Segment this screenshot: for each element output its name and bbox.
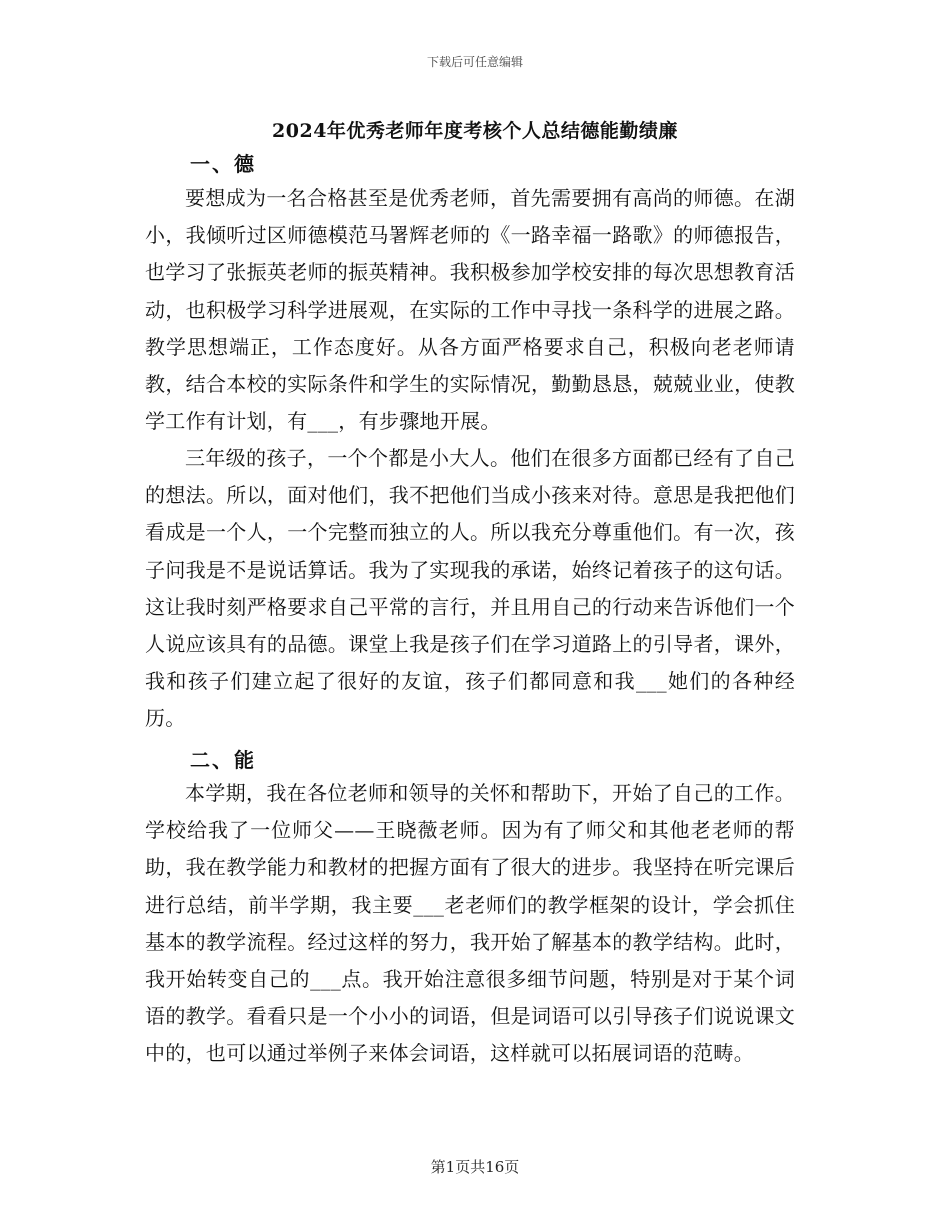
paragraph-neng-1: 本学期，我在各位老师和领导的关怀和帮助下，开始了自己的工作。学校给我了一位师父——王晓薇老师。因为有了师父和其他老老师的帮助，我在教学能力和教材的把握方面有了很大的进步。我坚持在听完课后进行总结，前半学期，我主要___老老师们的教学框架的设计，学会抓住基本的教学流程。经过这样的努力，我开始了解基本的教学结构。此时，我开始转变自己的___点。我开始注意很多细节问题，特别是对于某个词语的教学。看看只是一个小小的词语，但是词语可以引导孩子们说说课文中的，也可以通过举例子来体会词语，这样就可以拓展词语的范畴。 xyxy=(145,781,795,1066)
download-note: 下载后可任意编辑 xyxy=(426,55,523,69)
section-heading-neng: 二、能 xyxy=(190,748,256,772)
document-title: 2024年优秀老师年度考核个人总结德能勤绩廉 xyxy=(272,120,678,142)
paragraph-de-2: 三年级的孩子，一个个都是小大人。他们在很多方面都已经有了自己的想法。所以，面对他们，我不把他们当成小孩来对待。意思是我把他们看成是一个人，一个完整而独立的人。所以我充分尊重他们。有一次，孩子问我是不是说话算话。我为了实现我的承诺，始终记着孩子的这句话。这让我时刻严格要求自己平常的言行，并且用自己的行动来告诉他们一个人说应该具有的品德。课堂上我是孩子们在学习道路上的引导者，课外，我和孩子们建立起了很好的友谊，孩子们都同意和我___她们的各种经历。 xyxy=(145,446,795,731)
section-heading-de: 一、德 xyxy=(190,152,256,176)
page-indicator: 第1页共16页 xyxy=(430,1158,520,1176)
paragraph-de-1: 要想成为一名合格甚至是优秀老师，首先需要拥有高尚的师德。在湖小，我倾听过区师德模范马署辉老师的《一路幸福一路歌》的师德报告，也学习了张振英老师的振英精神。我积极参加学校安排的每次思想教育活动，也积极学习科学进展观，在实际的工作中寻找一条科学的进展之路。教学思想端正，工作态度好。从各方面严格要求自己，积极向老老师请教，结合本校的实际条件和学生的实际情况，勤勤恳恳，兢兢业业，使教学工作有计划，有___，有步骤地开展。 xyxy=(145,186,795,434)
